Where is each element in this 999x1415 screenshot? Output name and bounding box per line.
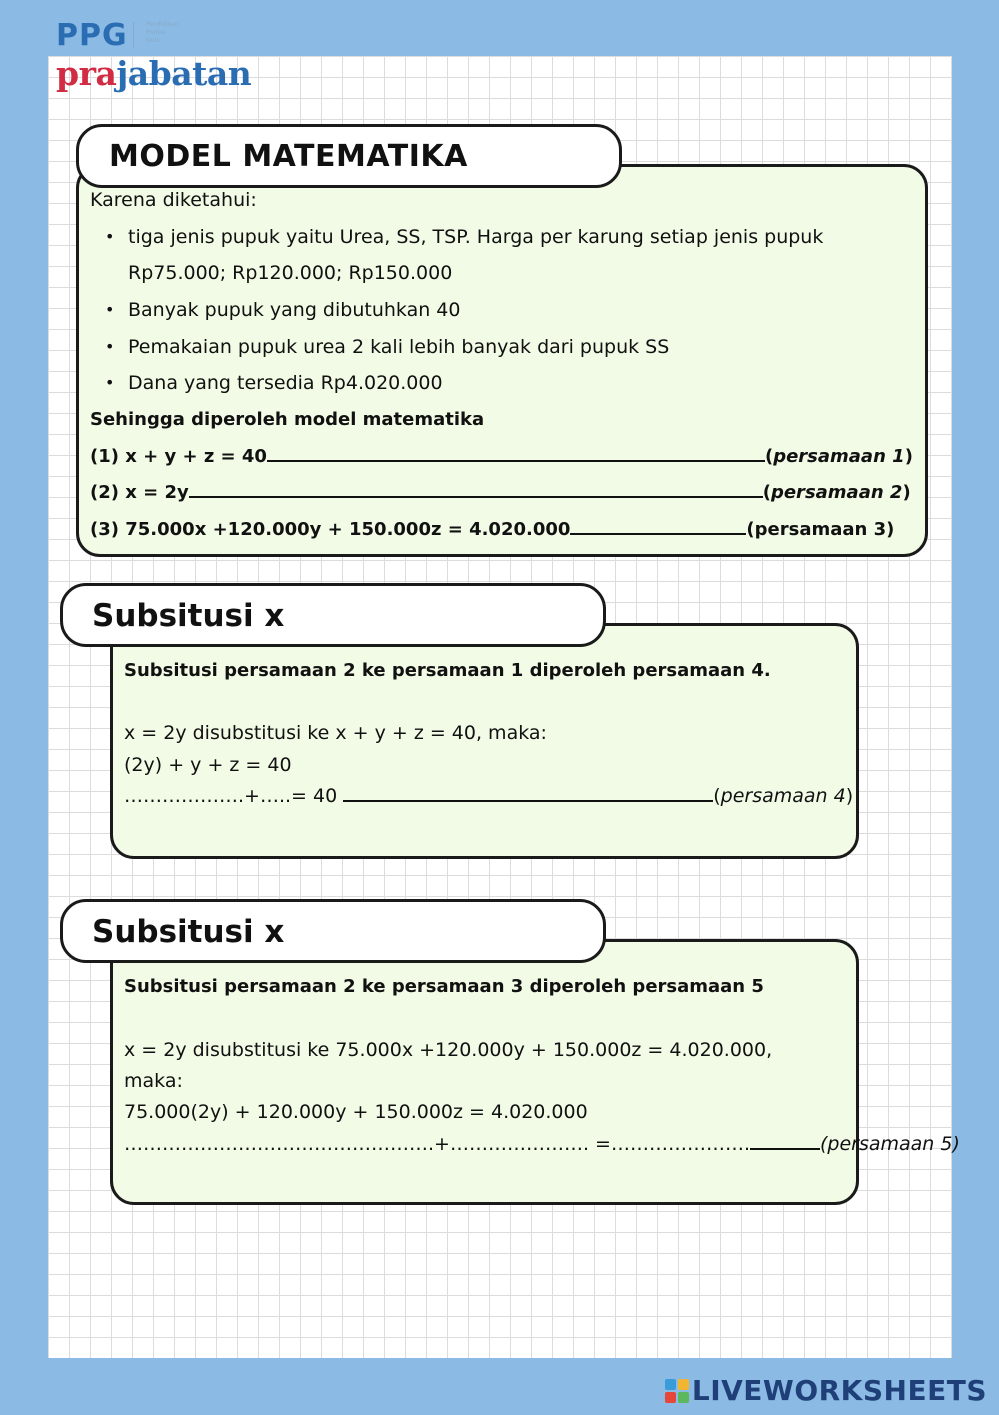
equation-3: (3) 75.000x +120.000y + 150.000z = 4.020.000 (persamaan 3) bbox=[90, 519, 895, 540]
blank-line bbox=[343, 786, 713, 802]
blank-line bbox=[267, 446, 765, 462]
bullet-item: • Banyak pupuk yang dibutuhkan 40 bbox=[128, 299, 460, 321]
substitution-line: 75.000(2y) + 120.000y + 150.000z = 4.020.000 bbox=[124, 1101, 588, 1123]
substitution-line: x = 2y disubstitusi ke 75.000x +120.000y + 150.000z = 4.020.000, bbox=[124, 1039, 773, 1061]
substitution-heading: Subsitusi persamaan 2 ke persamaan 1 diperoleh persamaan 4. bbox=[124, 660, 771, 681]
model-heading: Sehingga diperoleh model matematika bbox=[90, 409, 485, 430]
section-title-subsitusi-1: Subsitusi x bbox=[60, 583, 606, 647]
equation-1: (1) x + y + z = 40 (persamaan 1) bbox=[90, 446, 913, 467]
substitution-line: (2y) + y + z = 40 bbox=[124, 754, 292, 776]
substitution-heading: Subsitusi persamaan 2 ke persamaan 3 diperoleh persamaan 5 bbox=[124, 976, 764, 997]
substitution-line: maka: bbox=[124, 1070, 183, 1092]
logo-subtitle: Pendidikan Profesi Guru bbox=[146, 21, 179, 44]
answer-line-persamaan-4: ……………….+…..= 40 (persamaan 4) bbox=[124, 785, 854, 807]
bullet-item: • Pemakaian pupuk urea 2 kali lebih banyak dari pupuk SS bbox=[128, 336, 669, 358]
blank-line bbox=[750, 1134, 820, 1150]
bullet-item-continuation: Rp75.000; Rp120.000; Rp150.000 bbox=[128, 262, 453, 284]
answer-blank-text[interactable]: ………………………………………….+…………………. =…………………. bbox=[124, 1133, 750, 1155]
liveworksheets-text: LIVEWORKSHEETS bbox=[691, 1374, 987, 1407]
equation-2: (2) x = 2y (persamaan 2) bbox=[90, 482, 911, 503]
bullet-item: • tiga jenis pupuk yaitu Urea, SS, TSP. Harga per karung setiap jenis pupuk bbox=[128, 226, 823, 248]
logo-separator bbox=[133, 22, 134, 48]
bullet-item: • Dana yang tersedia Rp4.020.000 bbox=[128, 372, 443, 394]
answer-blank-text[interactable]: ……………….+…..= 40 bbox=[124, 785, 338, 807]
answer-line-persamaan-5: ………………………………………….+…………………. =…………………. (persamaan 5) bbox=[124, 1133, 960, 1155]
logo-prajabatan-text: prajabatan bbox=[56, 54, 252, 93]
blank-line bbox=[570, 519, 746, 535]
substitution-line: x = 2y disubstitusi ke x + y + z = 40, maka: bbox=[124, 722, 547, 744]
logo-ppg-text: PPG bbox=[56, 18, 128, 53]
liveworksheets-logo-icon bbox=[665, 1379, 689, 1403]
section-title-subsitusi-2: Subsitusi x bbox=[60, 899, 606, 963]
intro-text: Karena diketahui: bbox=[90, 189, 257, 211]
section-title-model-matematika: MODEL MATEMATIKA bbox=[76, 124, 622, 188]
liveworksheets-brand bbox=[665, 1374, 987, 1407]
blank-line bbox=[189, 482, 763, 498]
